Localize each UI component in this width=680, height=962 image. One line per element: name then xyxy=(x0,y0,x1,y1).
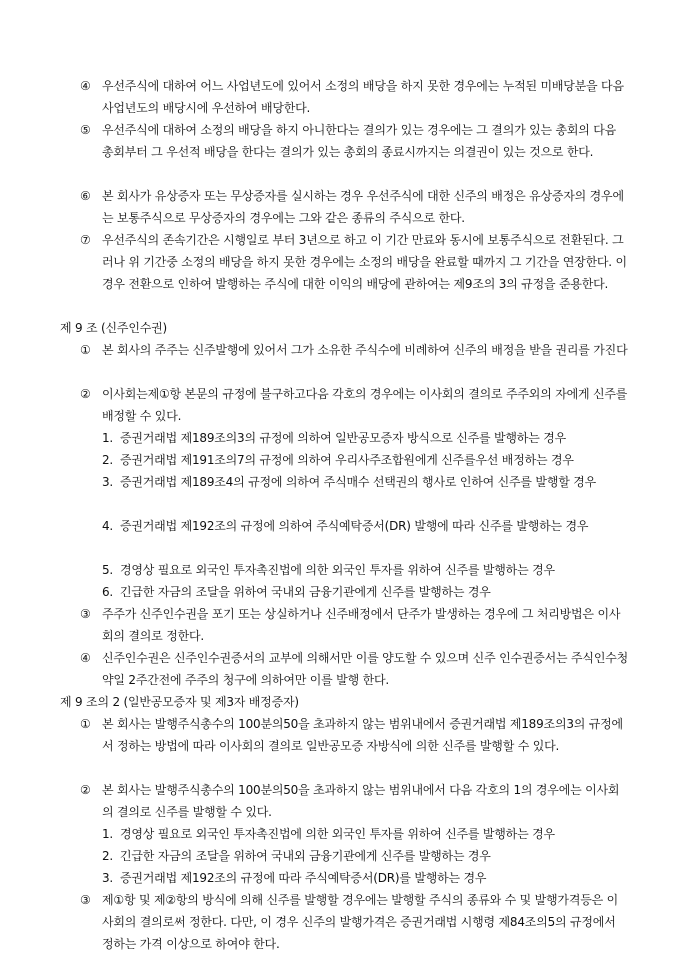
para-text: 우선주식의 존속기간은 시행일로 부터 3년으로 하고 이 기간 만료와 동시에 보통주식으로 전환된다. 그러나 위 기간중 소정의 배당을 하지 못한 경우에는 소정의 배당을 완료할 때까지 그 기간을 연장한다. 이 경우 전환으로 인하여 발행하는 주식에 대한 이익의 배당에 관하여는 제9조의 3의 규정을 준용한다. xyxy=(102,233,627,291)
item-text: 증권거래법 제192조의 규정에 따라 주식예탁증서(DR)를 발행하는 경우 xyxy=(120,871,487,885)
para-marker: ③ xyxy=(80,893,91,907)
para-text: 본 회사가 유상증자 또는 무상증자를 실시하는 경우 우선주식에 대한 신주의 배정은 유상증자의 경우에는 보통주식으로 무상증자의 경우에는 그와 같은 종류의 주식으로 한다. xyxy=(102,189,624,225)
item-text: 증권거래법 제189조4의 규정에 의하여 주식매수 선택권의 행사로 인하여 신주를 발행할 경우 xyxy=(120,475,596,489)
art9-item-5 xyxy=(102,559,628,581)
para-text: 본 회사의 주주는 신주발행에 있어서 그가 소유한 주식수에 비례하여 신주의 배정을 받을 권리를 가진다 xyxy=(102,343,628,357)
para-marker: ⑥ xyxy=(80,189,91,203)
art9-item-3 xyxy=(102,471,628,493)
article-9-heading: 제 9 조 (신주인수권) xyxy=(60,321,167,335)
art9-2-para-2 xyxy=(80,779,628,823)
item-text: 긴급한 자금의 조달을 위하여 국내외 금융기관에게 신주를 발행하는 경우 xyxy=(120,849,491,863)
para-text: 이사회는제①항 본문의 규정에 불구하고다음 각호의 경우에는 이사회의 결의로 주주외의 자에게 신주를 배정할 수 있다. xyxy=(102,387,628,423)
art9-item-6 xyxy=(102,581,628,603)
item-number: 2. xyxy=(102,453,114,467)
para-marker: ② xyxy=(80,783,91,797)
para-text: 주주가 신주인수권을 포기 또는 상실하거나 신주배정에서 단주가 발생하는 경우에 그 처리방법은 이사회의 결의로 정한다. xyxy=(102,607,621,643)
art9-item-1 xyxy=(102,427,628,449)
art9-para-2 xyxy=(80,383,628,427)
para-marker: ① xyxy=(80,343,91,357)
item-number: 1. xyxy=(102,431,114,445)
item-text: 증권거래법 제192조의 규정에 의하여 주식예탁증서(DR) 발행에 따라 신주를 발행하는 경우 xyxy=(120,519,589,533)
art9-2-item-3 xyxy=(102,867,628,889)
item-number: 5. xyxy=(102,563,114,577)
item-text: 증권거래법 제191조의7의 규정에 의하여 우리사주조합원에게 신주를우선 배정하는 경우 xyxy=(120,453,574,467)
item-number: 3. xyxy=(102,871,114,885)
para-marker: ⑤ xyxy=(80,123,91,137)
para-text: 우선주식에 대하여 소정의 배당을 하지 아니한다는 결의가 있는 경우에는 그 결의가 있는 총회의 다음 총회부터 그 우선적 배당을 한다는 결의가 있는 총회의 종료시까지는 의결권이 있는 것으로 한다. xyxy=(102,123,617,159)
item-number: 2. xyxy=(102,849,114,863)
para-text: 본 회사는 발행주식총수의 100분의50을 초과하지 않는 범위내에서 다음 각호의 1의 경우에는 이사회의 결의로 신주를 발행할 수 있다. xyxy=(102,783,620,819)
art8-para-4 xyxy=(80,75,628,119)
item-text: 경영상 필요로 외국인 투자촉진법에 의한 외국인 투자를 위하여 신주를 발행하는 경우 xyxy=(120,563,555,577)
para-marker: ③ xyxy=(80,607,91,621)
item-text: 증권거래법 제189조의3의 규정에 의하여 일반공모증자 방식으로 신주를 발행하는 경우 xyxy=(120,431,566,445)
art9-para-3 xyxy=(80,603,628,647)
item-number: 4. xyxy=(102,519,114,533)
art9-2-para-3 xyxy=(80,889,628,955)
item-text: 경영상 필요로 외국인 투자촉진법에 의한 외국인 투자를 위하여 신주를 발행하는 경우 xyxy=(120,827,555,841)
item-text: 긴급한 자금의 조달을 위하여 국내외 금융기관에게 신주를 발행하는 경우 xyxy=(120,585,491,599)
art9-item-4 xyxy=(102,515,628,537)
art8-para-6 xyxy=(80,185,628,229)
art9-para-1 xyxy=(80,339,628,361)
art9-para-4 xyxy=(80,647,628,691)
art9-2-para-1 xyxy=(80,713,628,757)
para-marker: ⑦ xyxy=(80,233,91,247)
para-marker: ① xyxy=(80,717,91,731)
art9-2-item-1 xyxy=(102,823,628,845)
para-text: 우선주식에 대하여 어느 사업년도에 있어서 소정의 배당을 하지 못한 경우에는 누적된 미배당분을 다음 사업년도의 배당시에 우선하여 배당한다. xyxy=(102,79,624,115)
art9-2-item-2 xyxy=(102,845,628,867)
item-number: 3. xyxy=(102,475,114,489)
para-marker: ② xyxy=(80,387,91,401)
item-number: 1. xyxy=(102,827,114,841)
item-number: 6. xyxy=(102,585,114,599)
para-marker: ④ xyxy=(80,651,91,665)
art8-para-7 xyxy=(80,229,628,295)
art8-para-5 xyxy=(80,119,628,163)
para-marker: ④ xyxy=(80,79,91,93)
art9-item-2 xyxy=(102,449,628,471)
article-9-2-heading: 제 9 조의 2 (일반공모증자 및 제3자 배정증자) xyxy=(60,695,299,709)
para-text: 신주인수권은 신주인수권증서의 교부에 의해서만 이를 양도할 수 있으며 신주 인수권증서는 주식인수청약일 2주간전에 주주의 청구에 의하여만 이를 발행 한다. xyxy=(102,651,629,687)
para-text: 본 회사는 발행주식총수의 100분의50을 초과하지 않는 범위내에서 증권거래법 제189조의3의 규정에서 정하는 방법에 따라 이사회의 결의로 일반공모증 자방식에 의한 신주를 발행할 수 있다. xyxy=(102,717,623,753)
para-text: 제①항 및 제②항의 방식에 의해 신주를 발행할 경우에는 발행할 주식의 종류와 수 및 발행가격등은 이사회의 결의로써 정한다. 다만, 이 경우 신주의 발행가격은 증권거래법 시행령 제84조의5의 규정에서 정하는 가격 이상으로 하여야 한다. xyxy=(102,893,619,951)
